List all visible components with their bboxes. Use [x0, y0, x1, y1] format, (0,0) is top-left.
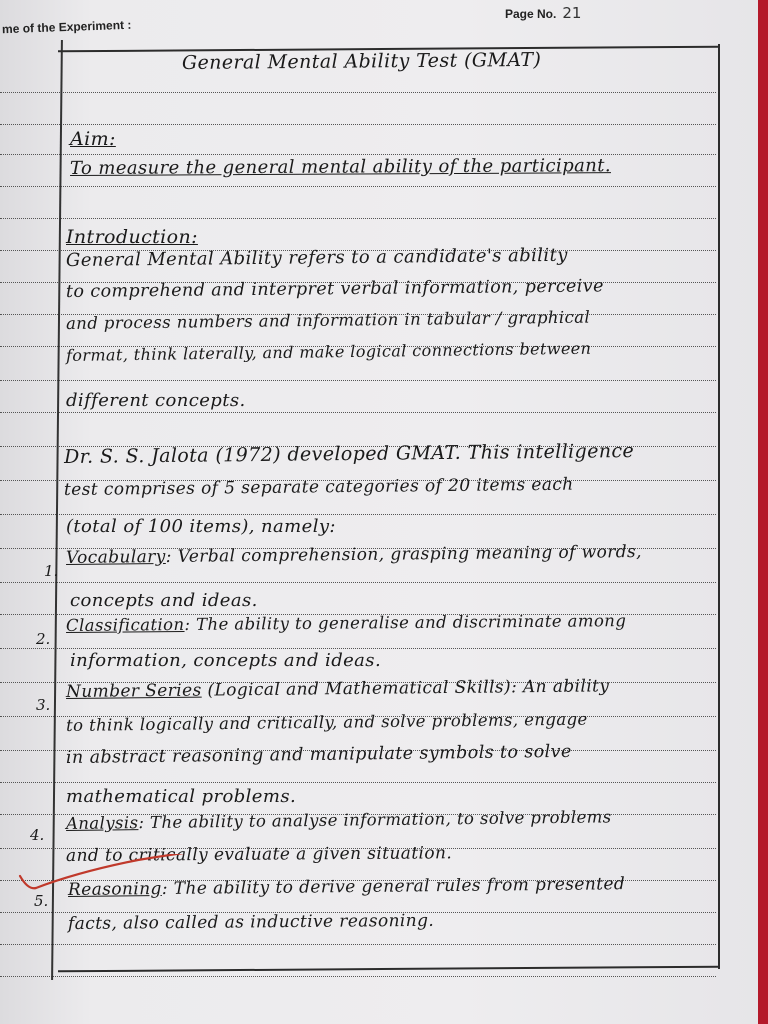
category-number-5: 5.	[34, 892, 49, 910]
category-number-4: 4.	[30, 826, 45, 844]
introduction-line-5: different concepts.	[66, 390, 246, 411]
category-5-desc: : The ability to derive general rules from presented	[161, 874, 626, 900]
category-4-name: Analysis	[65, 813, 139, 833]
introduction-line-3: and process numbers and information in tabular / graphical	[65, 307, 591, 333]
category-3-line-1	[66, 676, 610, 702]
category-3-line-3: in abstract reasoning and manipulate symbols to solve	[65, 741, 572, 768]
aim-text: To measure the general mental ability of the participant.	[69, 155, 612, 179]
aim-heading: Aim:	[70, 128, 116, 150]
category-4-line-2: and to critically evaluate a given situation.	[65, 843, 453, 866]
gmat-intro-line-1: Dr. S. S. Jalota (1972) developed GMAT. This intelligence	[63, 440, 635, 468]
experiment-name-label: me of the Experiment :	[1, 17, 132, 37]
page-number-label: Page No.	[505, 7, 557, 21]
category-3-name: Number Series	[65, 680, 202, 702]
category-5-name: Reasoning	[67, 879, 162, 900]
page-number-value: 21	[562, 4, 582, 22]
gmat-intro-line-2: test comprises of 5 separate categories of 20 items each	[63, 474, 574, 500]
category-number-2: 2.	[36, 630, 51, 648]
introduction-line-1: General Mental Ability refers to a candidate's ability	[65, 244, 568, 271]
introduction-line-4: format, think laterally, and make logical connections between	[65, 338, 592, 365]
category-4-line-1	[66, 807, 612, 833]
introduction-line-2: to comprehend and interpret verbal information, perceive	[65, 276, 604, 302]
category-1-name: Vocabulary	[65, 546, 166, 568]
category-2-desc: : The ability to generalise and discriminate among	[184, 611, 627, 634]
category-2-name: Classification	[65, 614, 185, 635]
page-title: General Mental Ability Test (GMAT)	[181, 48, 542, 74]
category-number-1: 1.	[44, 562, 59, 580]
category-3-line-4: mathematical problems.	[66, 786, 297, 807]
category-2-line-1	[66, 611, 626, 635]
category-1-line-2: concepts and ideas.	[70, 590, 258, 611]
category-number-3: 3.	[36, 696, 51, 714]
category-1-line-1	[66, 542, 642, 568]
introduction-heading: Introduction:	[66, 226, 198, 248]
gmat-intro-line-3: (total of 100 items), namely:	[66, 516, 336, 537]
category-2-line-2: information, concepts and ideas.	[70, 650, 382, 671]
category-1-desc: : Verbal comprehension, grasping meaning of words,	[165, 541, 642, 567]
category-4-desc: : The ability to analyse information, to solve problems	[138, 807, 612, 833]
category-3-line-2: to think logically and critically, and solve problems, engage	[65, 709, 588, 735]
red-check-mark	[18, 854, 248, 904]
category-3-desc: (Logical and Mathematical Skills): An ability	[201, 676, 610, 701]
category-5-line-2: facts, also called as inductive reasoning.	[67, 910, 435, 934]
